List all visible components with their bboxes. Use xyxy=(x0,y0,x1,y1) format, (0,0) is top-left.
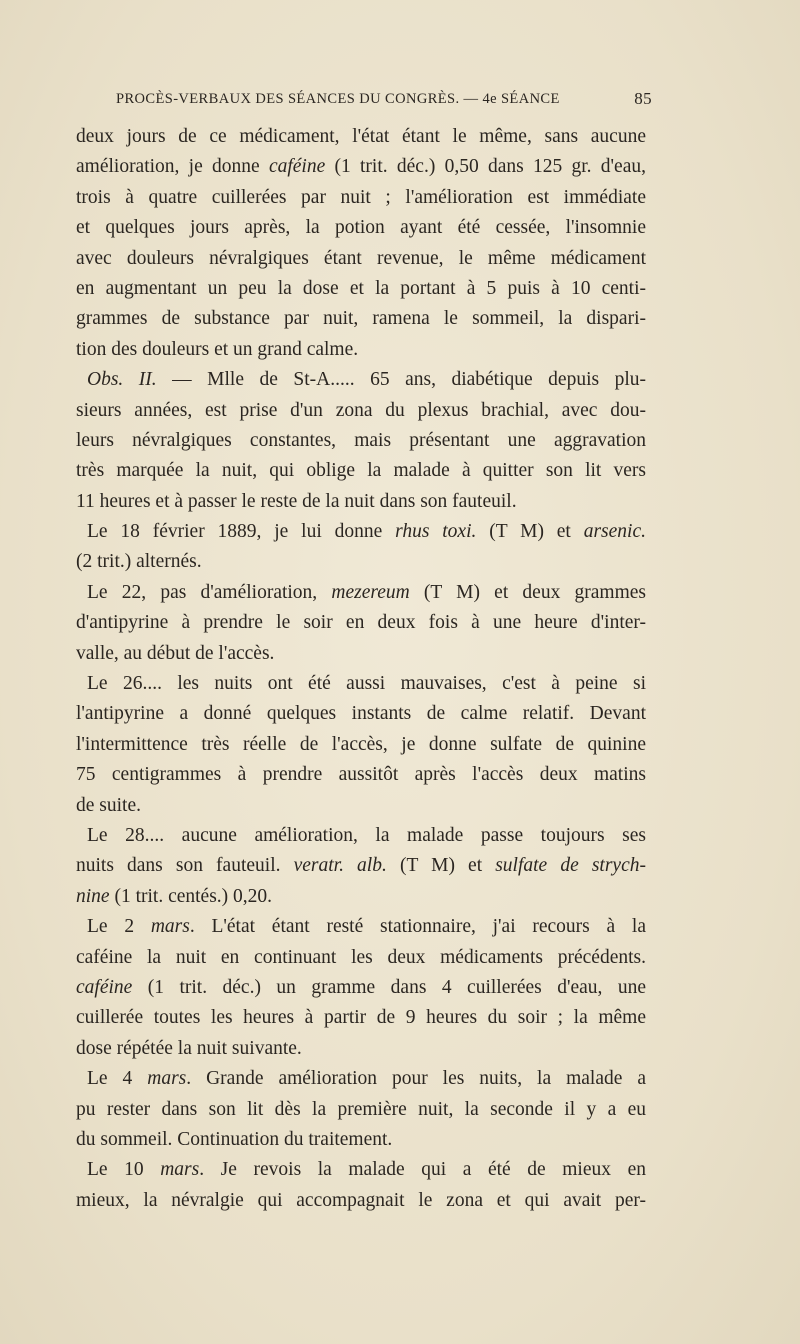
text-line: de suite. xyxy=(76,794,141,816)
text-line: Le 18 février 1889, je lui donne rhus toxi. (T M) et arsenic. xyxy=(87,521,646,543)
text-line: caféine la nuit en continuant les deux médicaments précédents. xyxy=(76,946,646,968)
running-header xyxy=(116,91,652,115)
text-line: sieurs années, est prise d'un zona du plexus brachial, avec dou- xyxy=(76,399,646,421)
text-line: Le 2 mars. L'état étant resté stationnaire, j'ai recours à la xyxy=(87,916,646,938)
body-text xyxy=(76,122,646,1216)
text-line: valle, au début de l'accès. xyxy=(76,642,275,664)
text-line: amélioration, je donne caféine (1 trit. déc.) 0,50 dans 125 gr. d'eau, xyxy=(76,156,646,178)
text-line: caféine (1 trit. déc.) un gramme dans 4 cuillerées d'eau, une xyxy=(76,976,646,998)
text-line: Le 28.... aucune amélioration, la malade passe toujours ses xyxy=(87,824,646,846)
text-line: leurs névralgiques constantes, mais présentant une aggravation xyxy=(76,429,646,451)
text-line: dose répétée la nuit suivante. xyxy=(76,1037,302,1059)
text-line: pu rester dans son lit dès la première nuit, la seconde il y a eu xyxy=(76,1098,646,1120)
text-line: 75 centigrammes à prendre aussitôt après l'accès deux matins xyxy=(76,764,646,786)
text-line: (2 trit.) alternés. xyxy=(76,551,202,573)
text-line: l'antipyrine a donné quelques instants de calme relatif. Devant xyxy=(76,703,646,725)
text-line: Le 10 mars. Je revois la malade qui a été de mieux en xyxy=(87,1159,646,1181)
text-line: trois à quatre cuillerées par nuit ; l'amélioration est immédiate xyxy=(76,186,646,208)
text-line: l'intermittence très réelle de l'accès, je donne sulfate de quinine xyxy=(76,733,646,755)
text-line: 11 heures et à passer le reste de la nuit dans son fauteuil. xyxy=(76,490,517,512)
running-title: PROCÈS-VERBAUX DES SÉANCES DU CONGRÈS. — 4e SÉANCE xyxy=(116,91,560,107)
text-line: nuits dans son fauteuil. veratr. alb. (T M) et sulfate de strych- xyxy=(76,855,646,877)
text-line: et quelques jours après, la potion ayant été cessée, l'insomnie xyxy=(76,217,646,239)
text-line: du sommeil. Continuation du traitement. xyxy=(76,1128,393,1150)
text-line: Le 22, pas d'amélioration, mezereum (T M) et deux grammes xyxy=(87,581,646,603)
text-line: tion des douleurs et un grand calme. xyxy=(76,338,359,360)
text-line: nine (1 trit. centés.) 0,20. xyxy=(76,885,273,907)
text-line: très marquée la nuit, qui oblige la malade à quitter son lit vers xyxy=(76,460,646,482)
text-line: Le 26.... les nuits ont été aussi mauvaises, c'est à peine si xyxy=(87,673,646,695)
text-line: Obs. II. — Mlle de St-A..... 65 ans, diabétique depuis plu- xyxy=(87,369,646,391)
text-line: d'antipyrine à prendre le soir en deux fois à une heure d'inter- xyxy=(76,612,646,634)
text-line: Le 4 mars. Grande amélioration pour les nuits, la malade a xyxy=(87,1068,646,1090)
text-line: deux jours de ce médicament, l'état étant le même, sans aucune xyxy=(76,126,646,147)
page-number: 85 xyxy=(634,89,652,108)
text-line: mieux, la névralgie qui accompagnait le zona et qui avait per- xyxy=(76,1189,646,1211)
text-line: avec douleurs névralgiques étant revenue, le même médicament xyxy=(76,247,646,269)
text-line: en augmentant un peu la dose et la portant à 5 puis à 10 centi- xyxy=(76,277,646,299)
text-line: grammes de substance par nuit, ramena le sommeil, la dispari- xyxy=(76,308,646,330)
text-line: cuillerée toutes les heures à partir de 9 heures du soir ; la même xyxy=(76,1007,646,1029)
